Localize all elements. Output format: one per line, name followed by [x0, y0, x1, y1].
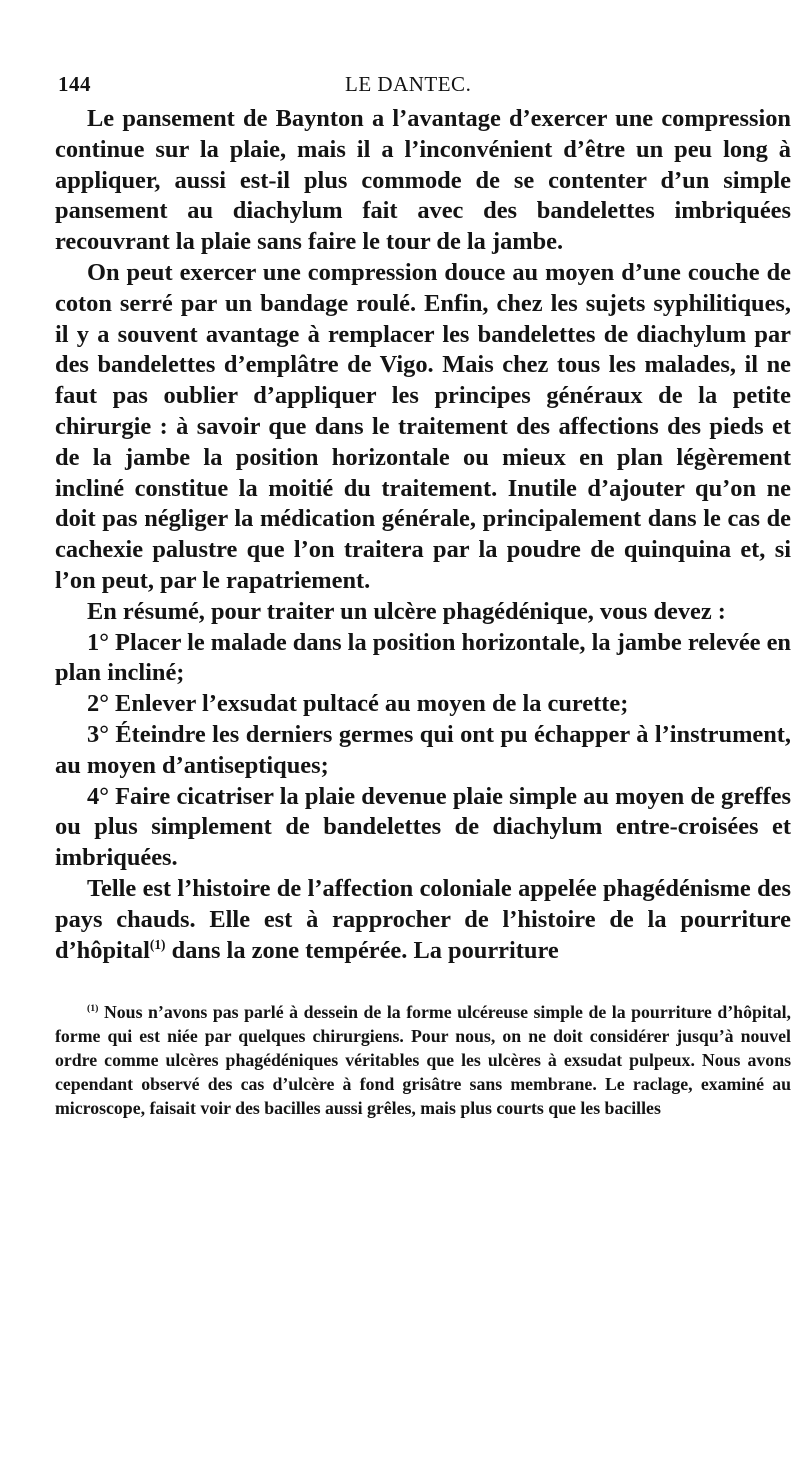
- paragraph-conclusion: [55, 874, 791, 966]
- paragraph-conclusion-end: dans la zone tempérée. La pourriture: [165, 936, 559, 964]
- page-number: 144: [58, 72, 91, 96]
- page-header: [55, 58, 791, 98]
- footnote-text: Nous n’avons pas parlé à dessein de la forme ulcéreuse simple de la pourriture d’hôpital, forme qui est niée par quelques chirurgiens. Pour nous, on ne doit considérer jusqu’à nouvel ordre comme ulcères phagédéniques véritables que les ulcères à exsudat pulpeux. Nous avons cependant observé des cas d’ulcère à fond grisâtre sans membrane. Le raclage, examiné au microscope, faisait voir des bacilles aussi grêles, mais plus courts que les bacilles: [55, 1002, 791, 1119]
- footnotes: [55, 1000, 791, 1120]
- paragraph-compression: On peut exercer une compression douce au moyen d’une couche de coton serré par un bandage roulé. Enfin, chez les sujets syphilitiques, il y a souvent avantage à remplacer les bandelettes de diachylum par des bandelettes d’emplâtre de Vigo. Mais chez tous les malades, il ne faut pas oublier d’appliquer les principes généraux de la petite chirurgie : à savoir que dans le traitement des affections des pieds et de la jambe la position horizontale ou mieux en plan légèrement incliné constitue la moitié du traitement. Inutile d’ajouter qu’on ne doit pas négliger la médication générale, principalement dans le cas de cachexie palustre que l’on traitera par la poudre de quinquina et, si l’on peut, par le rapatriement.: [55, 258, 791, 594]
- paragraph-conclusion-text: Telle est l’histoire de l’affection coloniale appelée phagédénisme des pays chauds. Elle est à rapprocher de l’histoire de la pourriture d’hôpital: [55, 874, 791, 964]
- footnote-marker: (1): [87, 1003, 99, 1015]
- running-title: LE DANTEC.: [345, 72, 472, 96]
- footnote-reference: (1): [149, 936, 166, 952]
- book-page: [55, 58, 791, 1120]
- list-item-2: 2° Enlever l’exsudat pultacé au moyen de la curette;: [87, 690, 629, 718]
- paragraph-summary-intro: En résumé, pour traiter un ulcère phagédénique, vous devez :: [87, 597, 726, 625]
- paragraph-baynton-dressing: Le pansement de Baynton a l’avantage d’exercer une compression continue sur la plaie, mais il a l’inconvénient d’être un peu long à appliquer, aussi est-il plus commode de se contenter d’un simple pansement au diachylum fait avec des bandelettes imbriquées recouvrant la plaie sans faire le tour de la jambe.: [55, 105, 791, 256]
- footnote-1: [55, 1000, 791, 1120]
- body-text: [55, 104, 791, 966]
- list-item-3: 3° Éteindre les derniers germes qui ont pu échapper à l’instrument, au moyen d’antiseptiques;: [55, 720, 791, 779]
- list-item-4: 4° Faire cicatriser la plaie devenue plaie simple au moyen de greffes ou plus simplement de bandelettes de diachylum entre-croisées et imbriquées.: [55, 782, 791, 872]
- list-item-1: 1° Placer le malade dans la position horizontale, la jambe relevée en plan incliné;: [55, 628, 791, 687]
